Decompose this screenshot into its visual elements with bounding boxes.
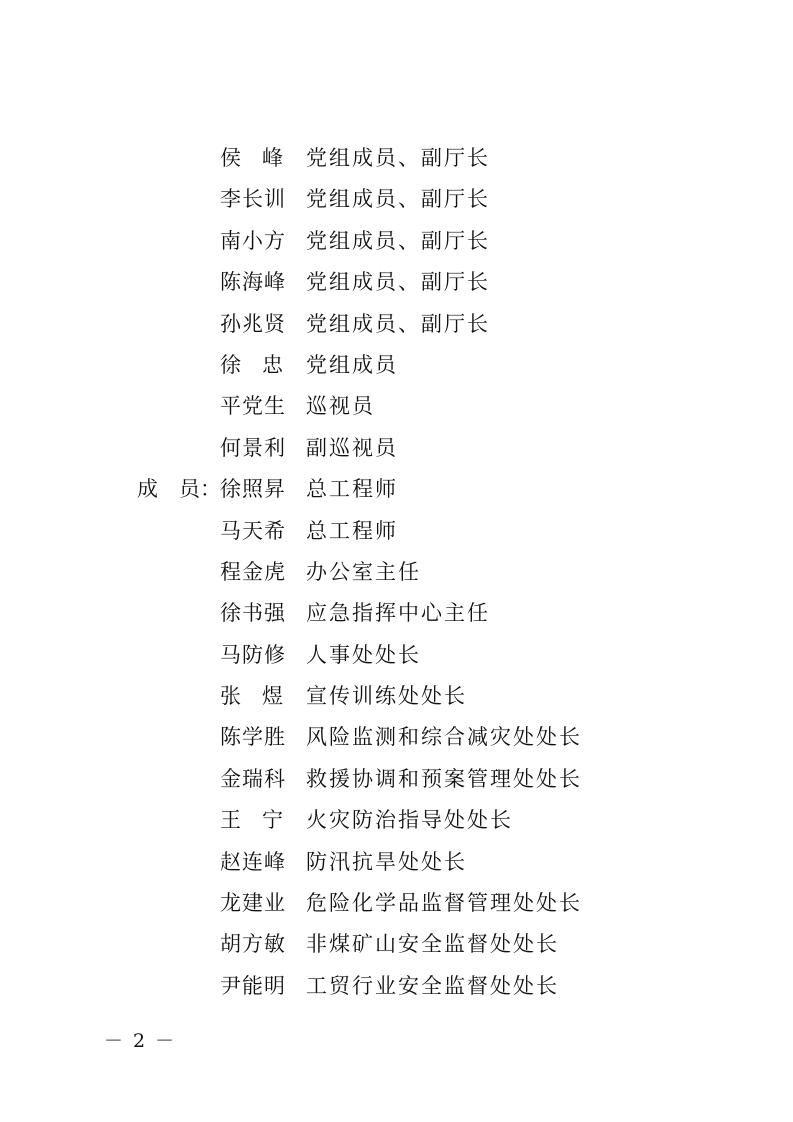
person-title: 防汛抗旱处处长 (306, 849, 467, 874)
roster-row (0, 179, 793, 220)
person-title: 党组成员、副厅长 (306, 146, 490, 170)
person-title: 巡视员 (306, 394, 375, 419)
person-name: 徐书强 (220, 601, 286, 626)
person-name: 张 煜 (220, 684, 283, 709)
person-name: 王 宁 (220, 808, 283, 833)
roster-row (0, 386, 793, 427)
roster-row (0, 345, 793, 386)
person-title: 宣传训练处处长 (306, 684, 467, 709)
person-name: 侯 峰 (220, 146, 283, 170)
person-title: 党组成员、副厅长 (306, 187, 490, 212)
person-name: 陈学胜 (220, 725, 286, 750)
person-name: 胡方敏 (220, 932, 286, 957)
page-number: － 2 － (104, 1030, 177, 1052)
person-name: 徐照昇 (220, 477, 286, 502)
roster-row (0, 221, 793, 262)
person-name: 马防修 (220, 642, 286, 667)
roster-row (0, 138, 793, 179)
person-title: 风险监测和综合减灾处处长 (306, 725, 582, 750)
person-title: 副巡视员 (306, 435, 398, 460)
person-title: 应急指挥中心主任 (306, 601, 490, 626)
members-label: 成 员： (137, 477, 221, 502)
person-title: 党组成员、副厅长 (306, 270, 490, 295)
roster-row (0, 966, 793, 1007)
personnel-roster (0, 138, 793, 1007)
person-name: 金瑞科 (220, 766, 286, 791)
roster-row (0, 883, 793, 924)
person-title: 党组成员 (306, 352, 398, 377)
person-title: 危险化学品监督管理处处长 (306, 891, 582, 916)
roster-row (0, 800, 793, 841)
person-name: 南小方 (220, 228, 286, 253)
roster-row (0, 428, 793, 469)
person-title: 火灾防治指导处处长 (306, 808, 513, 833)
person-name: 孙兆贤 (220, 311, 286, 336)
person-name: 李长训 (220, 187, 286, 212)
person-title: 党组成员、副厅长 (306, 311, 490, 336)
person-name: 何景利 (220, 435, 286, 460)
roster-row (0, 262, 793, 303)
person-title: 总工程师 (306, 477, 398, 502)
person-name: 程金虎 (220, 559, 286, 584)
roster-row (0, 552, 793, 593)
person-title: 总工程师 (306, 518, 398, 543)
person-name: 马天希 (220, 518, 286, 543)
person-title: 党组成员、副厅长 (306, 228, 490, 253)
roster-row (0, 593, 793, 634)
person-title: 办公室主任 (306, 559, 421, 584)
person-name: 龙建业 (220, 891, 286, 916)
person-name: 尹能明 (220, 973, 286, 998)
person-title: 工贸行业安全监督处处长 (306, 973, 559, 998)
roster-row (0, 924, 793, 965)
person-name: 陈海峰 (220, 270, 286, 295)
roster-row (0, 511, 793, 552)
roster-row-members (0, 469, 793, 510)
roster-row (0, 676, 793, 717)
person-title: 非煤矿山安全监督处处长 (306, 932, 559, 957)
roster-row (0, 842, 793, 883)
roster-row (0, 717, 793, 758)
roster-row (0, 759, 793, 800)
person-title: 救援协调和预案管理处处长 (306, 766, 582, 791)
person-name: 平党生 (220, 394, 286, 419)
roster-row (0, 304, 793, 345)
roster-row (0, 635, 793, 676)
person-title: 人事处处长 (306, 642, 421, 667)
person-name: 赵连峰 (220, 849, 286, 874)
person-name: 徐 忠 (220, 352, 283, 377)
